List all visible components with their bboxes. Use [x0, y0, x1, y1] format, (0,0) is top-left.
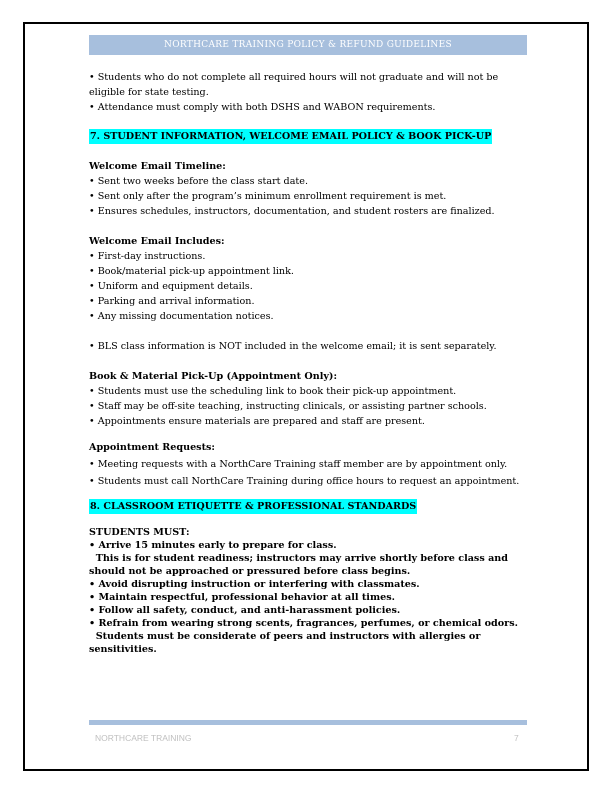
- list-item: • Arrive 15 minutes early to prepare for class.: [89, 540, 337, 551]
- list-item: • Students must call NorthCare Training during office hours to request an appointment.: [89, 476, 520, 487]
- list-item: • Parking and arrival information.: [89, 296, 255, 307]
- intro-line: • Attendance must comply with both DSHS and WABON requirements.: [89, 102, 436, 113]
- list-item: • Maintain respectful, professional behavior at all times.: [89, 592, 395, 603]
- list-item: • Any missing documentation notices.: [89, 311, 274, 322]
- footer-company: NORTHCARE TRAINING: [95, 733, 192, 743]
- bls-note: • BLS class information is NOT included in the welcome email; it is sent separately.: [89, 341, 497, 352]
- includes-heading: Welcome Email Includes:: [89, 236, 225, 247]
- section-8-title: 8. CLASSROOM ETIQUETTE & PROFESSIONAL STANDARDS: [90, 501, 417, 512]
- list-item-detail: This is for student readiness; instructors may arrive shortly before class and should not be approached or pressured before class begins.: [89, 553, 512, 577]
- list-item: • Avoid disrupting instruction or interfering with classmates.: [89, 579, 420, 590]
- must-heading: STUDENTS MUST:: [89, 527, 190, 538]
- list-item-detail: Students must be considerate of peers and instructors with allergies or sensitivities.: [89, 631, 484, 655]
- list-item: • Sent only after the program’s minimum enrollment requirement is met.: [89, 191, 447, 202]
- list-item: • First-day instructions.: [89, 251, 206, 262]
- list-item: • Book/material pick-up appointment link.: [89, 266, 294, 277]
- list-item: • Appointments ensure materials are prepared and staff are present.: [89, 416, 425, 427]
- pickup-heading: Book & Material Pick-Up (Appointment Only):: [89, 371, 338, 382]
- section-7-title: 7. STUDENT INFORMATION, WELCOME EMAIL POLICY & BOOK PICK-UP: [90, 131, 492, 142]
- page-header: NORTHCARE TRAINING POLICY & REFUND GUIDELINES: [89, 35, 527, 55]
- intro-line: • Students who do not complete all required hours will not graduate and will not be eligible for state testing.: [89, 72, 499, 98]
- footer-bar: [89, 720, 527, 725]
- list-item: • Staff may be off-site teaching, instructing clinicals, or assisting partner schools.: [89, 401, 487, 412]
- list-item: • Refrain from wearing strong scents, fragrances, perfumes, or chemical odors.: [89, 618, 518, 629]
- page-number: 7: [514, 733, 519, 743]
- requests-heading: Appointment Requests:: [89, 442, 215, 453]
- list-item: • Meeting requests with a NorthCare Training staff member are by appointment only.: [89, 459, 508, 470]
- list-item: • Uniform and equipment details.: [89, 281, 253, 292]
- list-item: • Students must use the scheduling link to book their pick-up appointment.: [89, 386, 457, 397]
- timeline-heading: Welcome Email Timeline:: [89, 161, 226, 172]
- list-item: • Follow all safety, conduct, and anti-harassment policies.: [89, 605, 401, 616]
- list-item: • Sent two weeks before the class start date.: [89, 176, 308, 187]
- document-body: [89, 70, 529, 656]
- list-item: • Ensures schedules, instructors, documentation, and student rosters are finalized.: [89, 206, 495, 217]
